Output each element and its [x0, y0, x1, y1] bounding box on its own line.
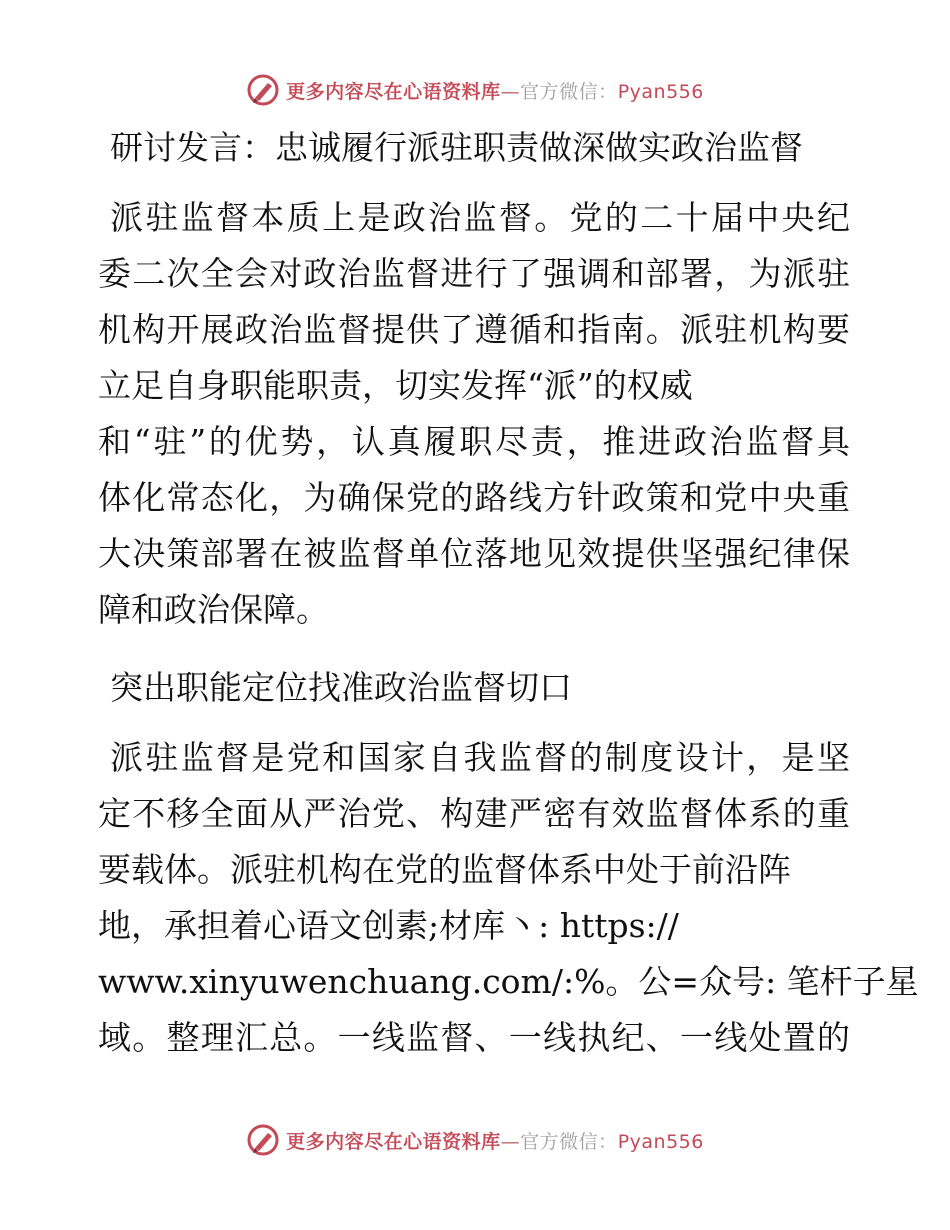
para1-line-1: 派驻监督本质上是政治监督。党的二十届中央纪	[110, 198, 850, 237]
para2-line-3: 要载体。派驻机构在党的监督体系中处于前沿阵	[98, 850, 791, 889]
watermark-wechat-id: Pyan556	[617, 1130, 704, 1153]
paragraph-1	[98, 200, 850, 648]
watermark-site: 更多内容尽在心语资料库	[286, 80, 501, 103]
watermark-separator: —	[500, 80, 521, 103]
para1-line-3: 机构开展政治监督提供了遵循和指南。派驻机构要	[98, 310, 850, 349]
para2-line-6: 域。整理汇总。一线监督、一线执纪、一线处置的	[98, 1018, 850, 1057]
para1-line-2: 委二次全会对政治监督进行了强调和部署，为派驻	[98, 254, 850, 293]
para2-line-4: 地，承担着心语文创素;材库丶: https://	[98, 906, 679, 945]
paragraph-2	[98, 738, 919, 1076]
pen-logo-icon	[246, 1123, 280, 1157]
document-title: 研讨发言：忠诚履行派驻职责做深做实政治监督	[110, 128, 803, 167]
section-heading: 突出职能定位找准政治监督切口	[110, 668, 572, 707]
para2-line-1: 派驻监督是党和国家自我监督的制度设计，是坚	[110, 738, 850, 777]
header-watermark	[0, 68, 950, 112]
watermark-text	[286, 77, 704, 104]
watermark-wechat-label: 官方微信：	[520, 80, 618, 103]
watermark-site: 更多内容尽在心语资料库	[286, 1130, 501, 1153]
pen-logo-icon	[246, 73, 280, 107]
para1-line-5: 和“驻”的优势，认真履职尽责，推进政治监督具	[98, 422, 850, 461]
watermark-wechat-label: 官方微信：	[520, 1130, 618, 1153]
footer-watermark	[0, 1118, 950, 1162]
watermark-separator: —	[500, 1130, 521, 1153]
watermark-wechat-id: Pyan556	[617, 80, 704, 103]
watermark-text	[286, 1127, 704, 1154]
para1-line-7: 大决策部署在被监督单位落地见效提供坚强纪律保	[98, 534, 850, 573]
document-body	[98, 120, 919, 1076]
para2-line-2: 定不移全面从严治党、构建严密有效监督体系的重	[98, 794, 850, 833]
para1-line-8: 障和政治保障。	[98, 590, 329, 629]
para1-line-4: 立足自身职能职责，切实发挥“派”的权威	[98, 366, 693, 405]
para1-line-6: 体化常态化，为确保党的路线方针政策和党中央重	[98, 478, 850, 517]
para2-line-5: www.xinyuwenchuang.com/:%。公=众号: 笔杆子星	[98, 962, 919, 1001]
